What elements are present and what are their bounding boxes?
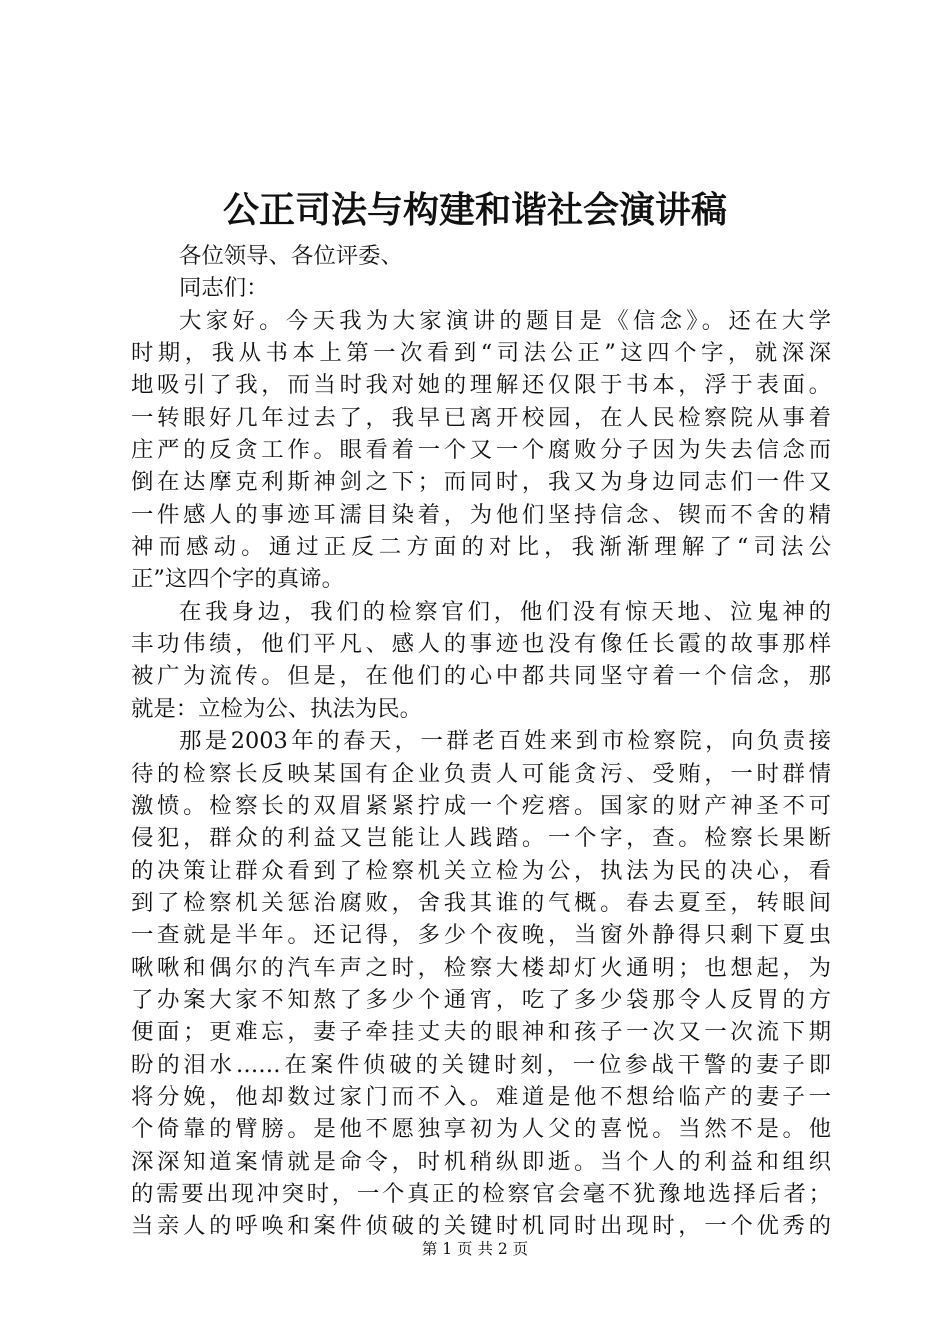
text-line: 那是2003年的春天，一群老百姓来到市检察院，向负责接 <box>179 728 831 755</box>
text-line: 被广为流传。但是，在他们的心中都共同坚守着一个信念，那 <box>131 663 831 690</box>
text-line: 庄严的反贪工作。眼看着一个又一个腐败分子因为失去信念而 <box>131 437 831 464</box>
text-line: 大家好。今天我为大家演讲的题目是《信念》。还在大学 <box>179 307 831 334</box>
text-line: 啾啾和偶尔的汽车声之时，检察大楼却灯火通明；也想起，为 <box>131 954 831 981</box>
page-footer: 第 1 页 共 2 页 <box>421 1240 529 1258</box>
document-body <box>131 240 831 1243</box>
text-line: 盼的泪水……在案件侦破的关键时刻，一位参战干警的妻子即 <box>131 1051 831 1078</box>
document-title: 公正司法与构建和谐社会演讲稿 <box>222 189 727 231</box>
text-line: 在我身边，我们的检察官们，他们没有惊天地、泣鬼神的 <box>179 598 831 625</box>
text-line: 一件感人的事迹耳濡目染着，为他们坚持信念、锲而不舍的精 <box>131 501 831 528</box>
text-line: 的决策让群众看到了检察机关立检为公，执法为民的决心，看 <box>131 857 831 884</box>
text-line: 激愤。检察长的双眉紧紧拧成一个疙瘩。国家的财产神圣不可 <box>131 792 831 819</box>
text-line: 到了检察机关惩治腐败，舍我其谁的气概。春去夏至，转眼间 <box>131 889 831 916</box>
text-line: 当亲人的呼唤和案件侦破的关键时机同时出现时，一个优秀的 <box>131 1213 831 1240</box>
text-line: 了办案大家不知熬了多少个通宵，吃了多少袋那令人反胃的方 <box>131 986 831 1013</box>
text-line: 一查就是半年。还记得，多少个夜晚，当窗外静得只剩下夏虫 <box>131 922 831 949</box>
text-line: 深深知道案情就是命令，时机稍纵即逝。当个人的利益和组织 <box>131 1148 831 1175</box>
text-line: 的需要出现冲突时，一个真正的检察官会毫不犹豫地选择后者； <box>131 1180 831 1207</box>
text-line: 各位领导、各位评委、 <box>179 243 403 269</box>
text-line: 就是：立检为公、执法为民。 <box>131 695 423 722</box>
text-line: 倒在达摩克利斯神剑之下；而同时，我又为身边同志们一件又 <box>131 469 831 496</box>
text-line: 神而感动。通过正反二方面的对比，我渐渐理解了“司法公 <box>131 534 831 561</box>
text-line: 将分娩，他却数过家门而不入。难道是他不想给临产的妻子一 <box>131 1083 831 1110</box>
text-line: 侵犯，群众的利益又岂能让人践踏。一个字，查。检察长果断 <box>131 825 831 852</box>
text-line: 同志们： <box>179 275 269 302</box>
text-line: 地吸引了我，而当时我对她的理解还仅限于书本，浮于表面。 <box>131 372 831 399</box>
text-line: 正”这四个字的真谛。 <box>131 566 344 593</box>
text-line: 待的检察长反映某国有企业负责人可能贪污、受贿，一时群情 <box>131 760 831 787</box>
text-line: 个倚靠的臂膀。是他不愿独享初为人父的喜悦。当然不是。他 <box>131 1116 831 1143</box>
text-line: 便面；更难忘，妻子牵挂丈夫的眼神和孩子一次又一次流下期 <box>131 1019 831 1046</box>
text-line: 丰功伟绩，他们平凡、感人的事迹也没有像任长霞的故事那样 <box>131 631 831 658</box>
text-line: 一转眼好几年过去了，我早已离开校园，在人民检察院从事着 <box>131 404 831 431</box>
text-line: 时期，我从书本上第一次看到“司法公正”这四个字，就深深 <box>131 340 831 367</box>
